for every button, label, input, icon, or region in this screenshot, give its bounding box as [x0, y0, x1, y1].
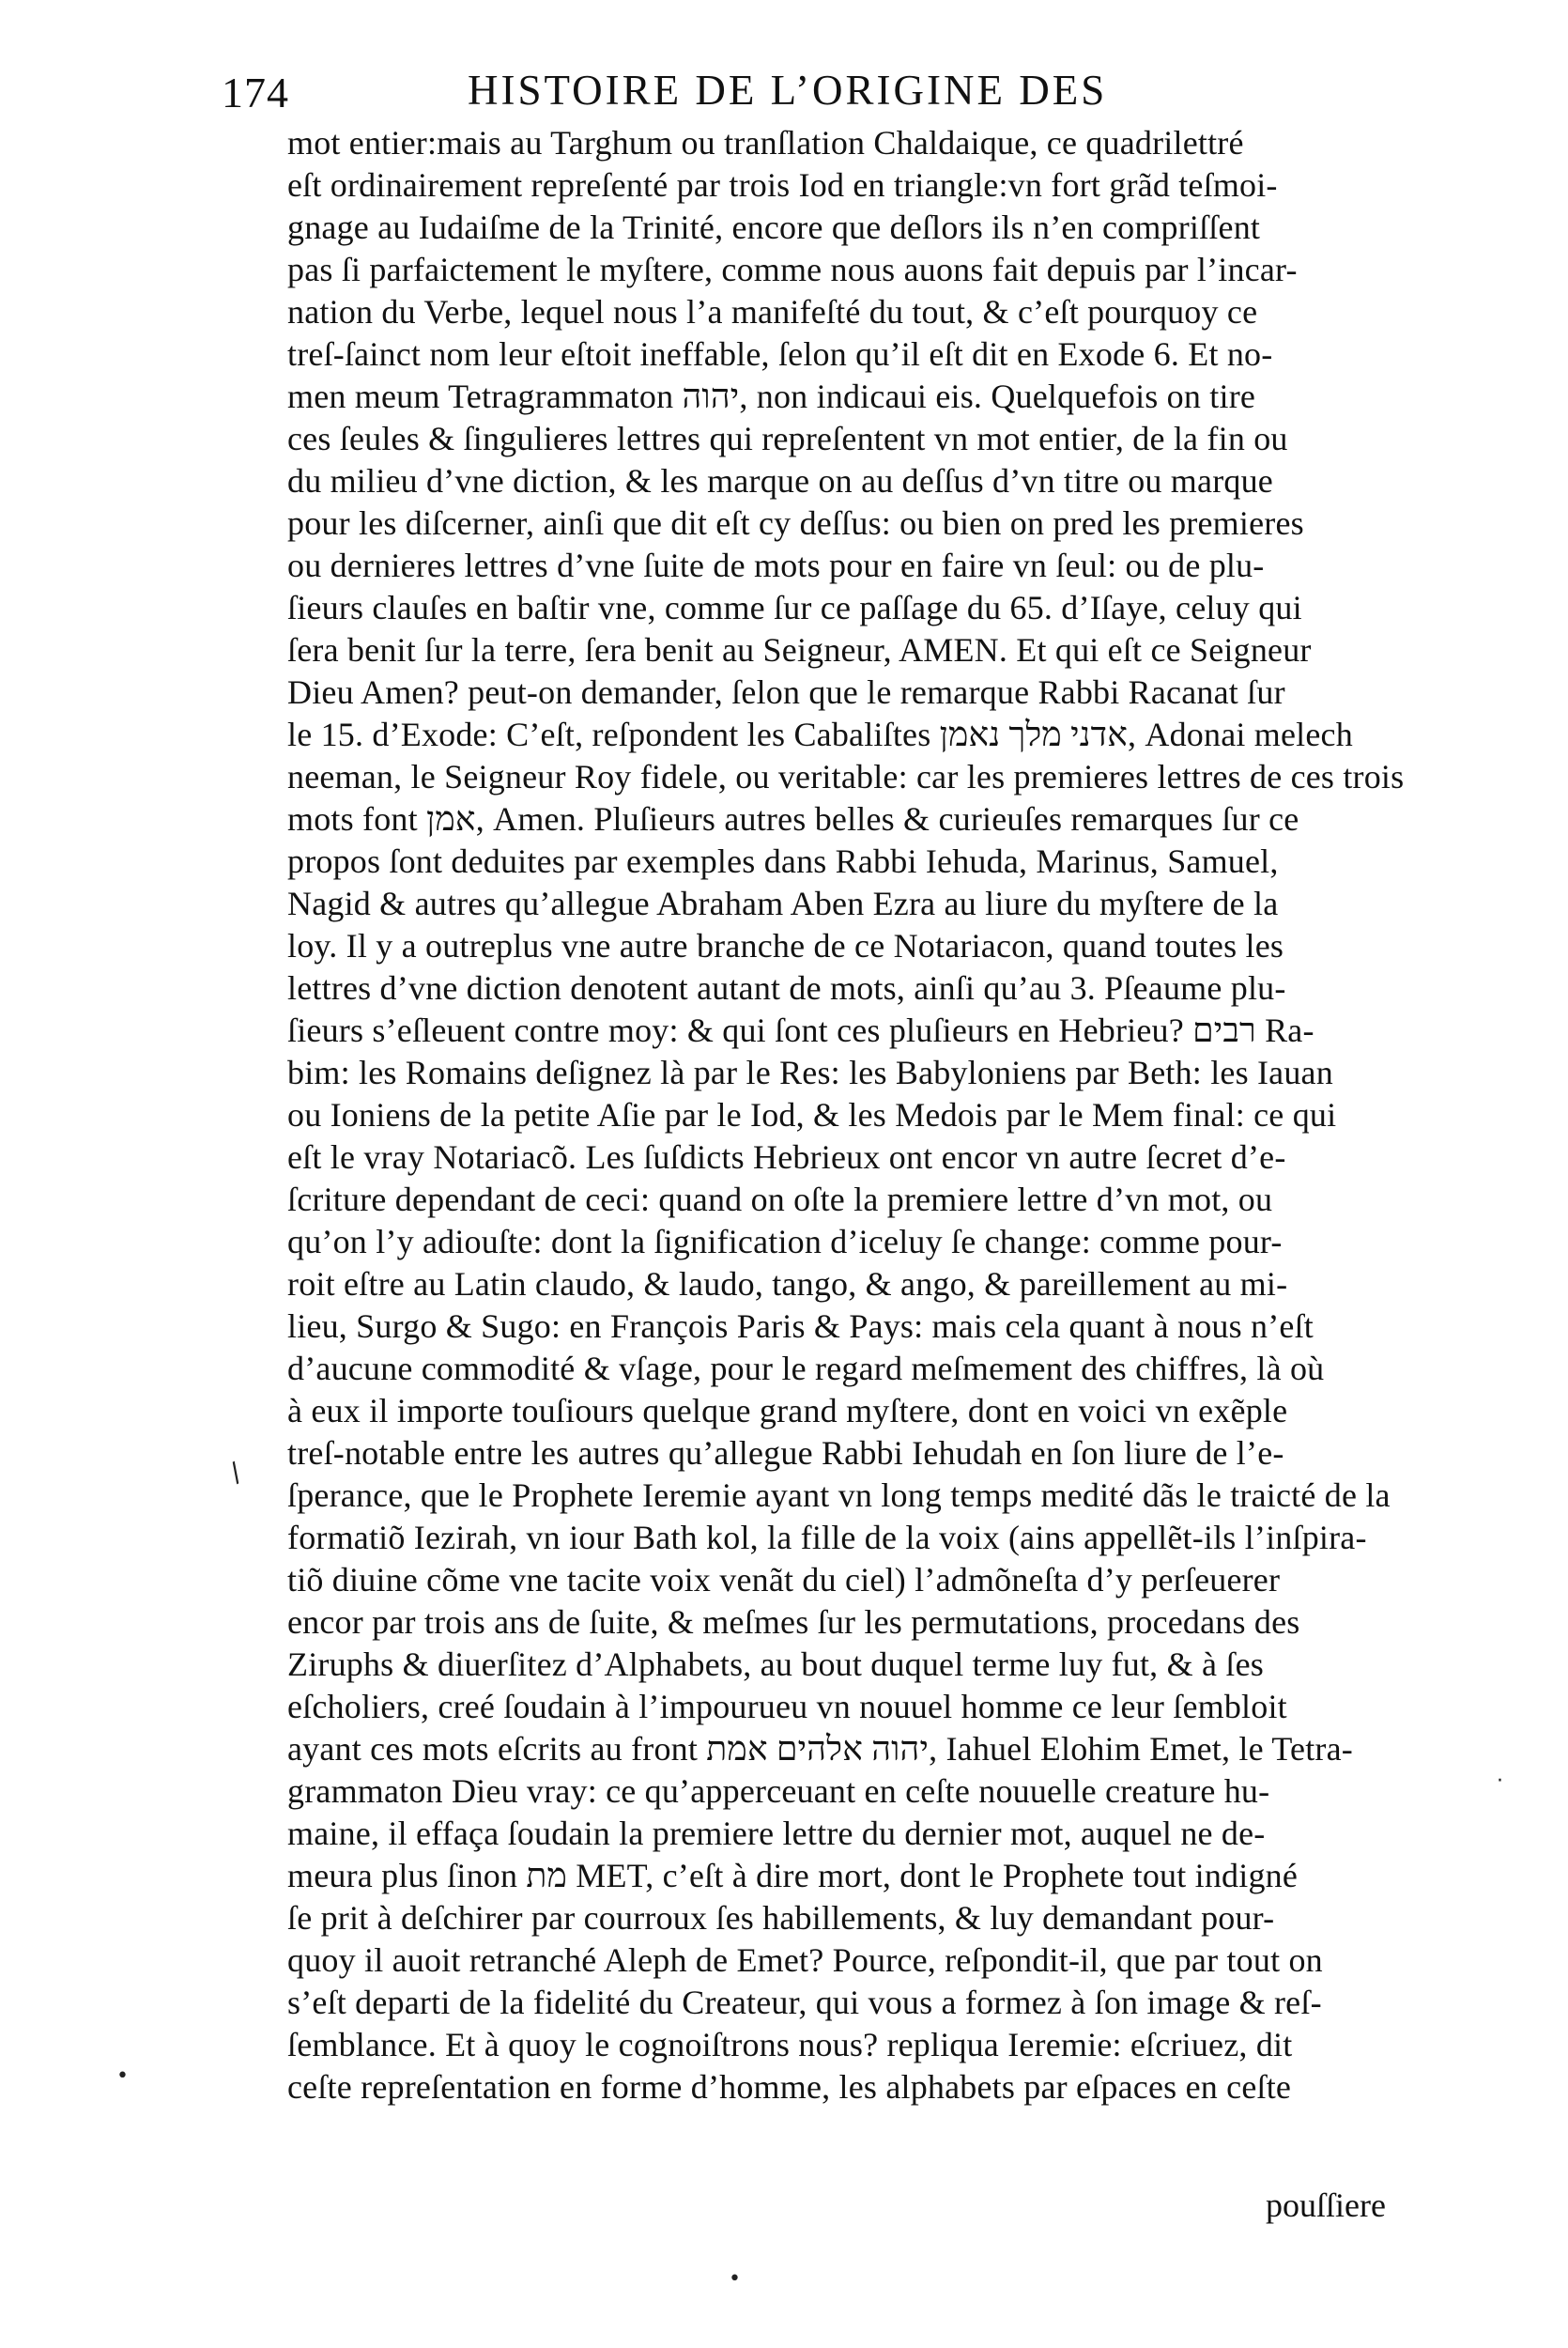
page-header	[222, 60, 1273, 126]
text-line: treſ-notable entre les autres qu’allegue Rabbi Iehudah en ſon liure de l’e-	[287, 1434, 1284, 1472]
text-line: neeman, le Seigneur Roy fidele, ou veritable: car les premieres lettres de ces trois	[287, 758, 1405, 796]
text-line: gnage au Iudaiſme de la Trinité, encore que deſlors ils n’en compriſſent	[287, 209, 1261, 246]
text-line: grammaton Dieu vray: ce qu’apperceuant en ceſte nouuelle creature hu-	[287, 1772, 1270, 1810]
text-line: ſera benit ſur la terre, ſera benit au Seigneur, AMEN. Et qui eſt ce Seigneur	[287, 631, 1312, 669]
text-line: à eux il importe touſiours quelque grand myſtere, dont en voici vn exẽple	[287, 1392, 1288, 1429]
margin-mark-icon: /	[223, 1456, 247, 1489]
running-title: HISTOIRE DE L’ORIGINE DES	[468, 67, 1108, 114]
text-line: maine, il effaça ſoudain la premiere lettre du dernier mot, auquel ne de-	[287, 1815, 1266, 1852]
text-line: pas ſi parfaictement le myſtere, comme nous auons fait depuis par l’incar-	[287, 251, 1298, 288]
text-line: pour les diſcerner, ainſi que dit eſt cy deſſus: ou bien on pred les premieres	[287, 504, 1304, 542]
text-line: ſcriture dependant de ceci: quand on oſte la premiere lettre d’vn mot, ou	[287, 1181, 1273, 1218]
ink-dot-icon: •	[729, 2267, 741, 2291]
ink-dot-icon: •	[116, 2064, 129, 2088]
text-line: ſieurs clauſes en baſtir vne, comme ſur ce paſſage du 65. d’Iſaye, celuy qui	[287, 589, 1302, 626]
text-line: lettres d’vne diction denotent autant de mots, ainſi qu’au 3. Pſeaume plu-	[287, 969, 1286, 1007]
ink-dot-icon: ·	[1497, 1769, 1503, 1793]
text-line: Dieu Amen? peut-on demander, ſelon que le remarque Rabbi Racanat ſur	[287, 673, 1285, 711]
text-line: roit eſtre au Latin claudo, & laudo, tango, & ango, & pareillement au mi-	[287, 1265, 1288, 1303]
text-line: Ziruphs & diuerſitez d’Alphabets, au bout duquel terme luy fut, & à ſes	[287, 1645, 1264, 1683]
text-line: ou Ioniens de la petite Aſie par le Iod, & les Medois par le Mem final: ce qui	[287, 1096, 1337, 1134]
text-line: eſt le vray Notariacõ. Les ſuſdicts Hebrieux ont encor vn autre ſecret d’e-	[287, 1138, 1286, 1176]
text-line: eſt ordinairement repreſenté par trois Iod en triangle:vn fort grãd teſmoi-	[287, 166, 1278, 204]
text-line: mot entier:mais au Targhum ou tranſlation Chaldaique, ce quadrilettré	[287, 124, 1244, 162]
text-line: s’eſt departi de la fidelité du Createur, qui vous a formez à ſon image & reſ-	[287, 1984, 1322, 2021]
text-line: ces ſeules & ſingulieres lettres qui repreſentent vn mot entier, de la fin ou	[287, 420, 1288, 457]
text-line: men meum Tetragrammaton יהוה, non indicaui eis. Quelquefois on tire	[287, 378, 1256, 415]
text-line: ceſte repreſentation en forme d’homme, les alphabets par eſpaces en ceſte	[287, 2068, 1292, 2106]
text-line: quoy il auoit retranché Aleph de Emet? Pource, reſpondit-il, que par tout on	[287, 1941, 1323, 1979]
text-line: eſcholiers, creé ſoudain à l’impourueu vn nouuel homme ce leur ſembloit	[287, 1688, 1287, 1725]
text-line: d’aucune commodité & vſage, pour le regard meſmement des chiffres, là où	[287, 1350, 1325, 1387]
text-line: ſieurs s’eſleuent contre moy: & qui ſont ces pluſieurs en Hebrieu? רבים Ra-	[287, 1012, 1314, 1049]
text-line: ayant ces mots eſcrits au front יהוה אלהים אמת, Iahuel Elohim Emet, le Tetra-	[287, 1730, 1353, 1768]
text-line: ſemblance. Et à quoy le cognoiſtrons nous? repliqua Ieremie: eſcriuez, dit	[287, 2026, 1293, 2063]
page-number: 174	[222, 69, 289, 116]
text-line: treſ-ſainct nom leur eſtoit ineffable, ſelon qu’il eſt dit en Exode 6. Et no-	[287, 335, 1273, 373]
text-line: meura plus ſinon מת MET, c’eſt à dire mort, dont le Prophete tout indigné	[287, 1857, 1299, 1894]
text-line: propos ſont deduites par exemples dans Rabbi Iehuda, Marinus, Samuel,	[287, 842, 1279, 880]
text-line: du milieu d’vne diction, & les marque on au deſſus d’vn titre ou marque	[287, 462, 1273, 500]
text-line: qu’on l’y adiouſte: dont la ſignification d’iceluy ſe change: comme pour-	[287, 1223, 1283, 1260]
text-line: ſe prit à deſchirer par courroux ſes habillements, & luy demandant pour-	[287, 1899, 1275, 1937]
text-line: le 15. d’Exode: C’eſt, reſpondent les Cabaliſtes אדני מלך נאמן, Adonai melech	[287, 716, 1353, 753]
text-line: lieu, Surgo & Sugo: en François Paris & Pays: mais cela quant à nous n’eſt	[287, 1307, 1314, 1345]
catchword: pouſſiere	[1266, 2186, 1386, 2224]
text-line: ou dernieres lettres d’vne ſuite de mots pour en faire vn ſeul: ou de plu-	[287, 547, 1265, 584]
text-line: encor par trois ans de ſuite, & meſmes ſur les permutations, procedans des	[287, 1603, 1300, 1641]
text-line: nation du Verbe, lequel nous l’a manifeſté du tout, & c’eſt pourquoy ce	[287, 293, 1258, 331]
text-line: loy. Il y a outreplus vne autre branche de ce Notariacon, quand toutes les	[287, 927, 1284, 965]
text-line: ſperance, que le Prophete Ieremie ayant vn long temps medité dãs le traicté de la	[287, 1476, 1391, 1514]
text-line: mots font אמן, Amen. Pluſieurs autres belles & curieuſes remarques ſur ce	[287, 800, 1299, 838]
text-line: Nagid & autres qu’allegue Abraham Aben Ezra au liure du myſtere de la	[287, 885, 1279, 922]
text-line: tiõ diuine cõme vne tacite voix venãt du ciel) l’admõneſta d’y perſeuerer	[287, 1561, 1281, 1599]
text-line: formatiõ Iezirah, vn iour Bath kol, la fille de la voix (ains appellẽt-ils l’inſpira-	[287, 1519, 1367, 1556]
text-line: bim: les Romains deſignez là par le Res: les Babyloniens par Beth: les Iauan	[287, 1054, 1333, 1091]
